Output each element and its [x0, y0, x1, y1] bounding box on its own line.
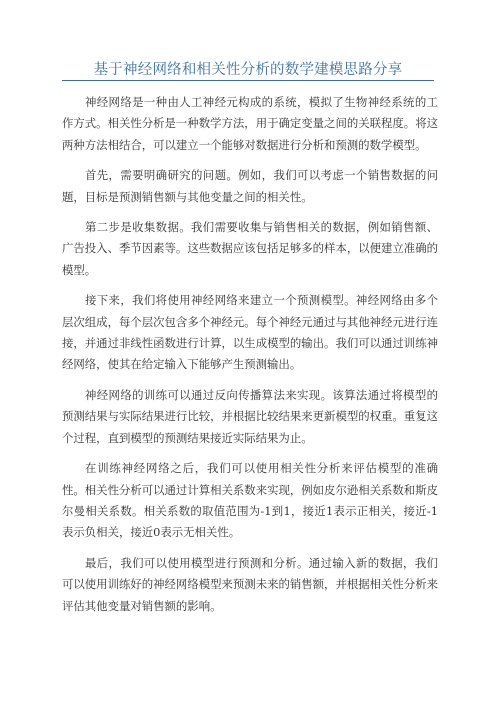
paragraph-1: 神经网络是一种由人工神经元构成的系统，模拟了生物神经系统的工作方式。相关性分析是一种数学方法，用于确定变量之间的关联程度。将这两种方法相结合，可以建立一个能够对数据进行分析和预测的数学模型。 [62, 95, 438, 152]
document-body [62, 92, 438, 626]
paragraph-2: 首先，需要明确研究的问题。例如，我们可以考虑一个销售数据的问题，目标是预测销售额与其他变量之间的相关性。 [62, 168, 438, 204]
paragraph-4: 接下来，我们将使用神经网络来建立一个预测模型。神经网络由多个层次组成，每个层次包含多个神经元。每个神经元通过与其他神经元进行连接，并通过非线性函数进行计算，以生成模型的输出。我们可以通过训练神经网络，使其在给定输入下能够产生预测输出。 [62, 293, 438, 372]
paragraph-6: 在训练神经网络之后，我们可以使用相关性分析来评估模型的准确性。相关性分析可以通过计算相关系数来实现，例如皮尔逊相关系数和斯皮尔曼相关系数。相关系数的取值范围为-1到1，接近1表示正相关，接近-1表示负相关，接近0表示无相关性。 [62, 461, 438, 540]
paragraph-3: 第二步是收集数据。我们需要收集与销售相关的数据，例如销售额、广告投入、季节因素等。这些数据应该包括足够多的样本，以便建立准确的模型。 [62, 220, 438, 277]
document-title: 基于神经网络和相关性分析的数学建模思路分享 [93, 62, 403, 78]
paragraph-7: 最后，我们可以使用模型进行预测和分析。通过输入新的数据，我们可以使用训练好的神经网络模型来预测未来的销售额，并根据相关性分析来评估其他变量对销售额的影响。 [62, 555, 438, 613]
paragraph-5: 神经网络的训练可以通过反向传播算法来实现。该算法通过将模型的预测结果与实际结果进行比较，并根据比较结果来更新模型的权重。重复这个过程，直到模型的预测结果接近实际结果为止。 [62, 387, 438, 445]
title-underline [62, 80, 434, 81]
